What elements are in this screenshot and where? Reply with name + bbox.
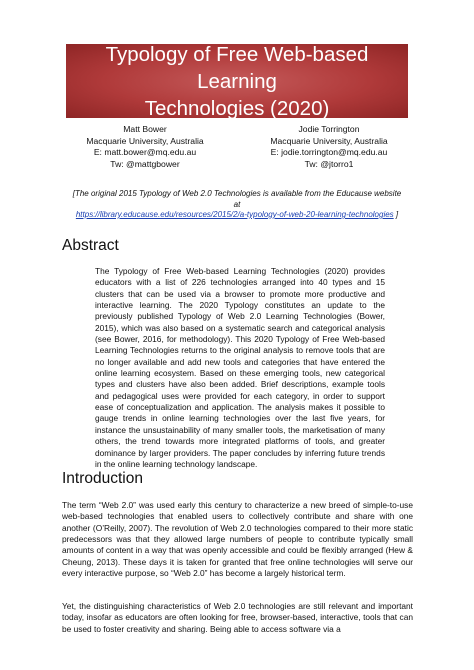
introduction-heading: Introduction — [62, 470, 143, 487]
author-email: E: matt.bower@mq.edu.au — [93, 147, 197, 157]
abstract-heading: Abstract — [62, 237, 119, 254]
author-bower — [60, 124, 230, 170]
author-block — [60, 124, 414, 170]
title-line-1: Typology of Free Web-based Learning — [105, 42, 369, 93]
abstract-body: The Typology of Free Web-based Learning Technologies (2020) provides educators with a list of 226 technologies arranged into 40 types and 15 clusters that can be used via a browser to promote more productive and interactive learning. The 2020 Typology constitutes an update to the previously published Typology of Web 2.0 Learning Technologies (Bower, 2015), which was also based on a systematic search and categorical analysis (see Bower, 2016, for methodology). This 2020 Typology of Free Web-based Learning Technologies returns to the original analysis to remove tools that are no longer available and add new tools and categories that have entered the online learning ecosystem. Based on these emerging tools, new categorical types and clusters have also been added. Brief descriptions, example tools and pedagogical uses were provided for each category, in order to support ease of conceptualization and application. The analysis makes it possible to gauge trends in online learning technologies over the last five years, for instance the unsustainability of many smaller tools, the marketisation of many others, the trend towards more integrated platforms of tools, and greater dominance by larger providers. The paper concludes by inferring future trends in the online learning technology landscape. — [95, 266, 385, 469]
author-name: Jodie Torrington — [298, 124, 360, 134]
note-close: ] — [393, 210, 399, 219]
author-twitter: Tw: @jtorro1 — [304, 158, 354, 169]
title-line-2: Technologies (2020) — [144, 96, 330, 120]
note-text: [The original 2015 Typology of Web 2.0 Technologies is available from the Educause website at — [72, 189, 402, 209]
educause-link[interactable]: https://library.educause.edu/resources/2015/2/a-typology-of-web-20-learning-technologies — [75, 210, 394, 219]
author-affiliation: Macquarie University, Australia — [86, 135, 204, 146]
introduction-paragraph-1: The term “Web 2.0” was used early this century to characterize a new breed of simple-to-use web-based technologies that enabled users to collectively contribute and share with one another (O’Reilly, 2007). The revolution of Web 2.0 technologies compared to their more static predecessors was that they allowed large numbers of people to contribute typically small amounts of content in a way that was openly accessible and could be flexibly arranged (Hew & Cheung, 2013). These days it is taken for granted that free online technologies will serve our every interactive purpose, so “Web 2.0” has become a largely historical term. — [62, 500, 413, 579]
author-affiliation: Macquarie University, Australia — [270, 135, 388, 146]
author-name: Matt Bower — [123, 124, 167, 134]
source-note — [70, 189, 404, 221]
introduction-paragraph-2: Yet, the distinguishing characteristics of Web 2.0 technologies are still relevant and important today, insofar as educators are often looking for free, browser-based, interactive, tools that can be used to foster creativity and sharing. Being able to access software via a — [62, 601, 413, 634]
author-twitter: Tw: @mattgbower — [110, 158, 180, 169]
author-torrington — [244, 124, 414, 170]
author-email: E: jodie.torrington@mq.edu.au — [270, 147, 388, 157]
title-banner — [66, 44, 408, 118]
